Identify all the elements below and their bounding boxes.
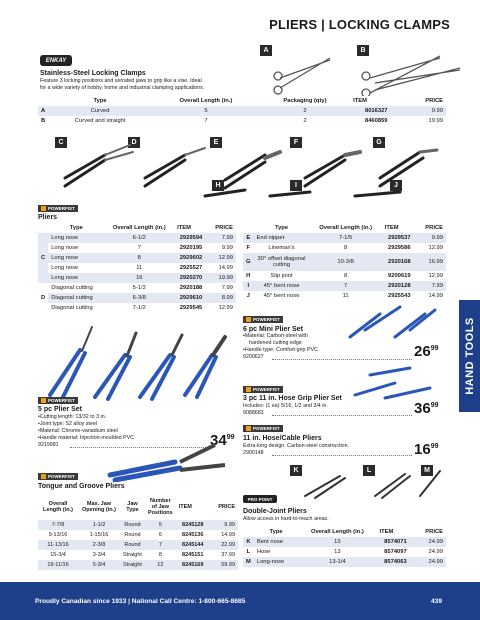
fist-icon: [41, 474, 46, 479]
powerfist-logo: POWERFIST: [243, 425, 283, 432]
hose3-title: 3 pc 11 in. Hose Grip Plier Set: [243, 395, 342, 402]
image-label-f: F: [290, 137, 302, 148]
double-joint-image: [300, 466, 448, 500]
image-label-a: A: [260, 45, 272, 56]
table-row: I 45° bent nose 7 2920128 7.99: [243, 281, 446, 291]
image-label-l: L: [363, 465, 375, 476]
image-label-h: H: [212, 180, 224, 191]
set5-bullet: •Handle material: Injection-moulded PVC: [38, 435, 135, 441]
table-row: B Curved and straight 7 2 8460859 19.99: [41, 118, 443, 124]
table-row: G 30° offset diagonal cutting 10-3/8 2920168 16.99: [243, 253, 446, 271]
image-label-k: K: [290, 465, 302, 476]
enkay-table: Type Overall Length (in.) Packaging (qty) ITEM PRICE A Curved 5 2 8016327 9.99 B Curved and straight 7 2 8460859 19.99: [38, 96, 446, 126]
set6-item: 9200627: [243, 354, 264, 360]
hose3-desc: Includes: (1 ea) 5/16, 1/2 and 3/4 in.: [243, 403, 328, 409]
mini-plier-set-image: [340, 302, 440, 342]
fist-icon: [246, 426, 251, 431]
table-row: C Long nose 6-1/2 2929594 7.99: [38, 233, 236, 243]
enkay-logo: ENKAY: [40, 55, 72, 66]
fist-icon: [246, 317, 251, 322]
set5-price: $34^{99}$: [210, 432, 235, 449]
tongue-title: Tongue and Groove Pliers: [38, 483, 125, 490]
image-label-e: E: [210, 137, 222, 148]
side-tab: HAND TOOLS: [459, 300, 480, 412]
table-row: 19-11/16 5-3/4 Straight 12 8245169 59.99: [38, 560, 238, 570]
set6-title: 6 pc Mini Plier Set: [243, 326, 303, 333]
powerfist-logo: POWERFIST: [38, 473, 78, 480]
double-title: Double-Joint Pliers: [243, 508, 307, 515]
tongue-groove-image: [105, 440, 235, 482]
hose3-item: 9088683: [243, 410, 264, 416]
set6-price: $26^{99}$: [414, 343, 439, 360]
table-row: D Diagonal cutting 5-1/2 2920188 7.99: [41, 285, 233, 301]
image-label-b: B: [357, 45, 369, 56]
table-row: E End nipper 7-1/5 2929537 9.99: [243, 233, 446, 243]
set5-item: 9219981: [38, 442, 59, 448]
table-row: Long nose 11 2925527 14.99: [51, 265, 233, 271]
table-row: A Curved 5 2 8016327 9.99: [38, 106, 446, 116]
page-number: 439: [430, 597, 442, 605]
pliers-image-row: [45, 140, 445, 202]
double-table: Type Overall Length (in.) ITEM PRICE K Bent nose 13 8574071 24.99 L Hose 13 8574097 24.99 M Long-nose 13-1/4 8574063 24.99: [243, 527, 446, 567]
image-label-m: M: [421, 465, 433, 476]
plier-set-image: [40, 325, 235, 403]
cable-item: 2990148: [243, 450, 264, 456]
page-title: PLIERS | LOCKING CLAMPS: [269, 17, 450, 32]
image-label-i: I: [290, 180, 302, 191]
pro-point-logo: PRO POINT: [243, 495, 277, 503]
table-row: K Bent nose 13 8574071 24.99: [243, 537, 446, 547]
cable-title: 11 in. Hose/Cable Pliers: [243, 435, 322, 442]
footer-text: Proudly Canadian since 1933 | National Call Centre: 1-800-665-8685: [35, 597, 246, 605]
table-row: L Hose 13 8574097 24.99: [246, 549, 443, 555]
table-row: Long nose 8 2929602 12.99: [38, 253, 236, 263]
set5-bullet: •Cutting length: 13/32 to 3 in.: [38, 414, 107, 420]
set5-bullet: •Joint type: S2 alloy steel: [38, 421, 97, 427]
table-row: 11-13/16 2-3/8 Round 7 8245144 22.99: [38, 540, 238, 550]
table-row: 7-7/8 1-1/2 Round 5 8245128 9.99: [38, 520, 238, 530]
hose-grip-image: [350, 363, 445, 401]
hose3-price: $36^{99}$: [414, 400, 439, 417]
cable-price: $16^{99}$: [414, 441, 439, 458]
footer: [0, 582, 480, 620]
table-row: Long nose 7 2920195 9.99: [51, 245, 233, 251]
fist-icon: [246, 387, 251, 392]
table-row: M Long-nose 13-1/4 8574063 24.99: [243, 557, 446, 567]
pliers-title: Pliers: [38, 214, 58, 221]
enkay-desc-2: for a wide variety of hobby, home and industrial clamping applications.: [40, 85, 205, 91]
table-row: Long nose 16 2920270 19.99: [38, 273, 236, 283]
tongue-table: Overall Length (in.) Max. Jaw Opening (in.) Jaw Type Number of Jaw Positions ITEM PRICE 7-7/8 1-1/2 Round 5 8245128 9.99 9-13/16 1-15/16 Round 6 8245136 14.99 11-13/16 2-3/8 Round 7 8245144 22.99 15-3/4 3-3/4 Straight 8 8245151 37.99 19-11/16 5-3/4 Straight 12 8245169 59.99: [38, 494, 238, 570]
table-row: H Slip joint 8 9200619 12.99: [246, 273, 443, 279]
set6-bullet: hardened cutting edge: [249, 340, 302, 346]
table-row: 15-3/4 3-3/4 Straight 8 8245151 37.99: [50, 552, 235, 558]
fist-icon: [41, 206, 46, 211]
set6-bullet: •Material: Carbon-steel with: [243, 333, 308, 339]
pliers-right-table: Type Overall Length (in.) ITEM PRICE E End nipper 7-1/5 2929537 9.99 F Lineman's 8 2929586 12.99 G 30° offset diagonal cutting 10-3/8 2920168 16.99 H Slip joint 8 9200619 12.99 I 45° bent nose 7 2920128 7.99 J 45° bent nose 11 2925543 14.99: [243, 223, 446, 301]
table-row: J 45° bent nose 11 2925543 14.99: [246, 293, 443, 299]
enkay-desc-1: Feature 3 locking positions and serrated jaws to grip like a vise. Ideal: [40, 78, 202, 84]
pliers-left-table: Type Overall Length (in.) ITEM PRICE C Long nose 6-1/2 2929594 7.99 Long nose 7 2920195 9.99 Long nose 8 2929602 12.99 Long nose 11 2925527 14.99 Long nose 16 2920270 19.99 D Diagonal cutting 5-1/2 2920188 7.99 Diagonal cutting 6-3/8 2929610 8.99 Diagonal cutting 7-1/2 2929545 12.99: [38, 223, 236, 313]
set6-bullet: •Handle type: Comfort-grip PVC: [243, 347, 318, 353]
locking-clamps-image: [270, 48, 470, 96]
image-label-d: D: [128, 137, 140, 148]
double-desc: Allow access in hard-to-reach areas.: [243, 516, 329, 522]
powerfist-logo: POWERFIST: [243, 386, 283, 393]
set5-bullet: •Material: Chrome-vanadium steel: [38, 428, 118, 434]
image-label-g: G: [373, 137, 385, 148]
table-row: Diagonal cutting 6-3/8 2929610 8.99: [38, 293, 236, 303]
image-label-c: C: [55, 137, 67, 148]
powerfist-logo: POWERFIST: [38, 397, 78, 404]
enkay-title: Stainless-Steel Locking Clamps: [40, 70, 146, 77]
image-label-j: J: [390, 180, 402, 191]
powerfist-logo: POWERFIST: [38, 205, 78, 212]
table-row: 9-13/16 1-15/16 Round 6 8245136 14.99: [48, 532, 235, 538]
fist-icon: [41, 398, 46, 403]
powerfist-logo: POWERFIST: [243, 316, 283, 323]
table-row: Diagonal cutting 7-1/2 2929545 12.99: [51, 305, 233, 311]
cable-desc: Extra-long design. Carbon-steel construction.: [243, 443, 349, 449]
table-row: F Lineman's 8 2929586 12.99: [246, 245, 443, 251]
set5-title: 5 pc Plier Set: [38, 406, 82, 413]
